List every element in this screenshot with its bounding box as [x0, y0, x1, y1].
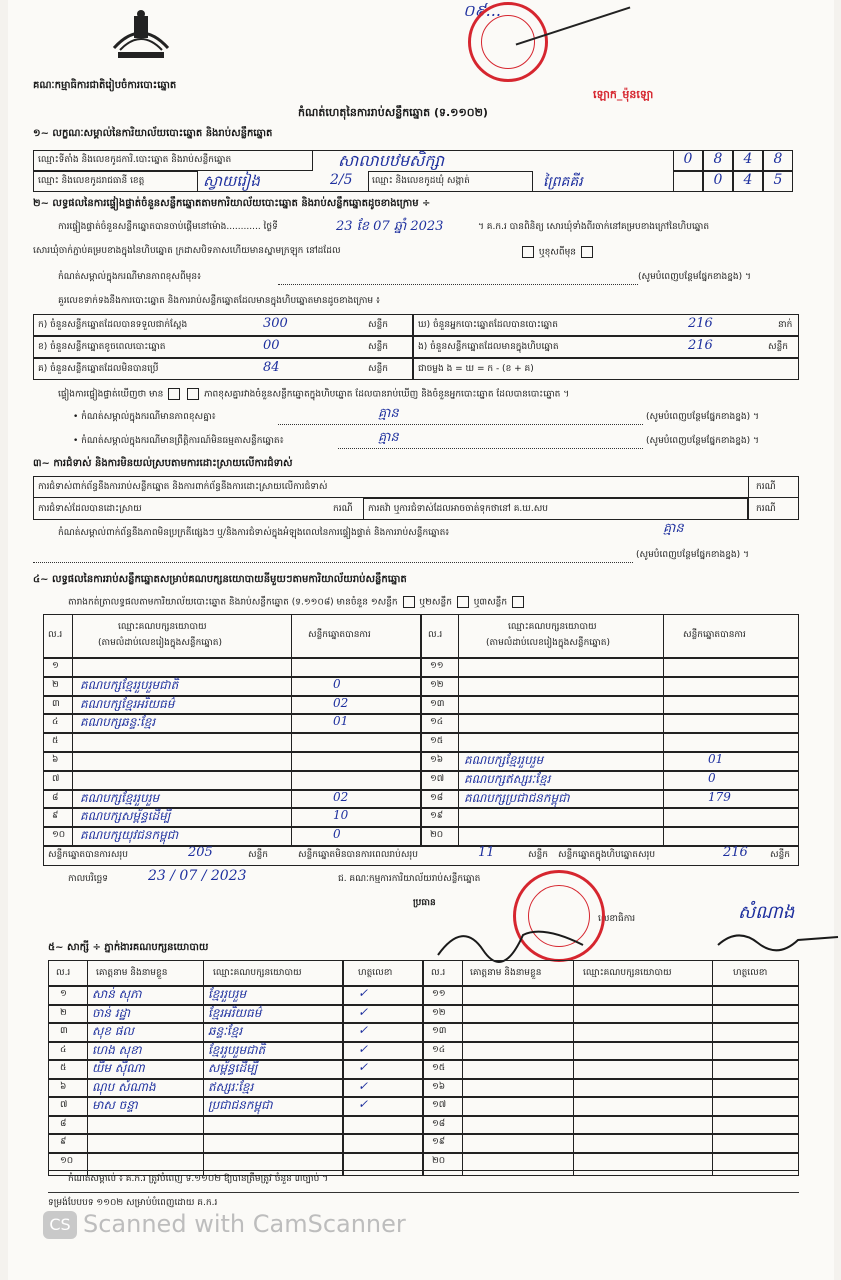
col-signature: ហត្ថលេខា — [358, 968, 393, 978]
row-number: ៧ — [60, 1100, 68, 1110]
col-party: ឈ្មោះគណបក្សនយោបាយ — [213, 968, 302, 978]
table-row — [423, 1023, 799, 1042]
row-number: ២០ — [432, 1155, 446, 1166]
table-row — [43, 733, 421, 752]
row-number: ៨ — [60, 1118, 67, 1129]
row-number: ១៣ — [430, 698, 445, 709]
camscanner-watermark — [43, 1210, 463, 1250]
witness-note: កំណត់សម្គាល់ ៖ គ.ក.រ ត្រូវបំពេញ ទ.១១០២ ឱ្យបានត្រឹមត្រូវ ចំនួន ៣ច្បាប់ ។ — [68, 1174, 329, 1184]
count-value-e: 216 — [688, 338, 713, 353]
table-row — [421, 733, 799, 752]
table-row — [423, 986, 799, 1005]
table-row — [421, 827, 799, 846]
party-name: គណបក្សឆន្ទៈខ្មែរ — [80, 715, 156, 730]
party-name: គណបក្សខ្មែររួបរួមជាតិ — [80, 677, 179, 692]
table-row — [421, 808, 799, 827]
count-unit: សន្លឹក — [368, 364, 388, 374]
party-name: គណបក្សខ្មែររួបរួម — [80, 790, 160, 805]
col-signature: ហត្ថលេខា — [733, 968, 768, 978]
table-row — [48, 1153, 423, 1172]
unit: សន្លឹក — [248, 850, 268, 860]
col-party: ឈ្មោះគណបក្សនយោបាយ — [118, 622, 207, 632]
party-name: គណបក្សខ្មែររួបរួម — [464, 753, 544, 767]
total-invalid-value: 11 — [478, 845, 495, 860]
unchanged-checkbox[interactable] — [522, 246, 534, 258]
form-footer-note: ទម្រង់បែបបទ ១១០២ សម្រាប់បំពេញដោយ គ.ក.រ — [48, 1198, 218, 1208]
code-digit: 0 — [673, 150, 703, 171]
witness-signature: ✓ — [358, 986, 369, 1000]
chair-label: ប្រធាន — [413, 898, 436, 908]
total-box-value: 216 — [723, 845, 748, 860]
watermark-text: Scanned with CamScanner — [83, 1210, 406, 1238]
table-row — [43, 658, 421, 677]
province-value: ស្វាយរៀង — [203, 172, 260, 190]
fill-back-hint: (សូមបំពេញបន្ថែមផ្នែកខាងខ្នង) ។ — [646, 412, 759, 422]
fill-back-hint: (សូមបំពេញបន្ថែមផ្នែកខាងខ្នង) ។ — [646, 436, 759, 446]
party-name: គណបក្សឥស្សរៈខ្មែរ — [464, 771, 551, 786]
irregularity-label: កំណត់សម្គាល់ពាក់ព័ន្ធនឹងភាពមិនប្រក្រតីផ្សេងៗ ឬ/និងការជំទាស់ក្នុងអំឡុងពេលនៃការផ្ទៀងផ្ទាត់ និងការរាប់សន្លឹកឆ្នោត៖ — [58, 528, 450, 538]
witness-signature: ✓ — [358, 1097, 369, 1111]
col-votes: សន្លឹកឆ្នោតបានការ — [308, 630, 371, 640]
row-number: ២ — [60, 1007, 67, 1018]
party-votes: 0 — [708, 770, 716, 785]
party-votes: 02 — [333, 789, 349, 804]
row-number: ១៦ — [430, 755, 444, 765]
table-row — [421, 658, 799, 677]
unit: សន្លឹក — [528, 850, 548, 860]
row-number: ៧ — [52, 773, 60, 784]
row-number: ៨ — [52, 792, 59, 803]
verify-line1: ការផ្ទៀងផ្ទាត់ចំនួនសន្លឹកឆ្នោតបានចាប់ផ្តើមនៅម៉ោង............ ថ្ងៃទី — [58, 222, 278, 232]
table-row — [423, 1116, 799, 1135]
total-valid-label: សន្លឹកឆ្នោតបានការសរុប — [48, 850, 128, 860]
row-number: ១៥ — [430, 736, 444, 747]
code-digit — [673, 171, 703, 192]
witness-party: ប្រជាជនកម្ពុជា — [208, 1098, 273, 1112]
col-party-sub: (តាមលំដាប់លេខរៀងក្នុងសន្លឹកឆ្នោត) — [98, 638, 222, 648]
row-number: ១៨ — [432, 1118, 446, 1129]
row-number: ១២ — [430, 679, 444, 690]
row-number: ៥ — [60, 1063, 67, 1073]
diff-note-label: កំណត់សម្គាល់ក្នុងករណីមានភាពខុសពីមុន៖ — [58, 272, 202, 282]
diff-no-checkbox[interactable] — [187, 388, 199, 400]
table-row — [43, 771, 421, 790]
row-number: ១០ — [52, 830, 66, 841]
col-party-sub: (តាមលំដាប់លេខរៀងក្នុងសន្លឹកឆ្នោត) — [486, 638, 610, 648]
witness-signature: ✓ — [358, 1023, 369, 1037]
row-number: ១៩ — [432, 1137, 446, 1147]
section5-heading: ៥~ សាក្សី ÷ ភ្នាក់ងារគណបក្សនយោបាយ — [48, 942, 209, 953]
row-number: ៣ — [52, 698, 60, 709]
party-votes: 01 — [333, 714, 349, 729]
code-digit: 4 — [733, 150, 763, 171]
count-value-c: 84 — [263, 360, 280, 375]
province-label: ឈ្មោះ និងលេខកូដរាជធានី ខេត្ត — [38, 176, 145, 186]
row-number: ១ — [60, 989, 67, 999]
section3-heading: ៣~ ការជំទាស់ និងការមិនយល់ស្របតាមការដោះស្រាយលើការជំទាស់ — [33, 458, 293, 469]
table-row — [423, 1042, 799, 1061]
unit: សន្លឹក — [770, 850, 790, 860]
count-value-b: 00 — [263, 338, 280, 353]
col-no: ល.រ — [431, 968, 446, 978]
form-page: គណៈកម្មាធិការជាតិរៀបចំការបោះឆ្នោត កំណត់ហេតុនៃការរាប់សន្លឹកឆ្នោត (ទ.១១០២) ០៩... ឡោក_ម៉ុនឡោ ១~ លក្ខណៈសម្គាល់នៃការិយាល័យបោះឆ្នោត និងរាប់សន្លឹកឆ្នោត ឈ្មោះទីតាំង និងលេខកូដការិ.បោះឆ្នោត និងរាប់សន្លឹកឆ្នោត សាលាបឋមសិក្សា ឈ្មោះ និងលេខកូដរាជធានី ខេត្ត ស្វាយរៀង 2/5 ឈ្មោះ និងលេខកូដឃុំ សង្កាត់ ព្រៃគគីរ 0 8 4 8 0 4 5 ២~ លទ្ធផលនៃការផ្ទៀងផ្ទាត់ចំនួនសន្លឹកឆ្នោតតាមការិយាល័យបោះឆ្នោត និងរាប់សន្លឹកឆ្នោតដូចខាងក្រោម ÷ ការផ្ទៀងផ្ទាត់ចំនួនសន្លឹកឆ្នោតបានចាប់ផ្តើមនៅម៉ោង............ ថ្ងៃទី 23 ខែ 07 ឆ្នាំ 2023 ។ គ.ក.រ បានពិនិត្យ សោរឃុំទាំងពីរចាក់នៅគម្របខាងក្រៅនៃហិបឆ្នោត សោរឃុំចាក់ភ្ជាប់គម្របខាងក្នុងនៃហិបឆ្នោត ក្រដាសបិទភាសហើយមានស្នាមក្រឡុក នៅដដែល ឬខុសពីមុន កំណត់សម្គាល់ក្នុងករណីមានភាពខុសពីមុន៖ (សូមបំពេញបន្ថែមផ្នែកខាងខ្នង) ។ គួរលេខទាក់ទងនឹងការបោះឆ្នោត និងការរាប់សន្លឹកឆ្នោតដែលមានក្នុងហិបឆ្នោតមានដូចខាងក្រោម ៖ ក) ចំនួនសន្លឹកឆ្នោតដែលបានទទួលជាក់ស្តែង 300 សន្លឹក ឃ) ចំនួនអ្នកបោះឆ្នោតដែលបានបោះឆ្នោត 216 នាក់ ខ) ចំនួនសន្លឹកឆ្នោតខូចពេលបោះឆ្នោត 00 សន្លឹក ង) ចំនួនសន្លឹកឆ្នោតដែលមានក្នុងហិបឆ្នោត 216 សន្លឹក គ) ចំនួនសន្លឹកឆ្នោតដែលមិនបានប្រើ 84 សន្លឹក ជាចម្លង ង = ឃ = ក - (ខ + គ) ផ្ទៀងការផ្ទៀងផ្ទាត់ឃើញថា មាន ភាពខុសគ្នារវាងចំនួនសន្លឹកឆ្នោតក្នុងហិបឆ្នោត ដែលបានរាប់ឃើញ និងចំនួនអ្នកបោះឆ្នោត ដែលបានបោះឆ្នោត ។ • កំណត់សម្គាល់ក្នុងករណីមានភាពខុសគ្នា៖ គ្មាន (សូមបំពេញបន្ថែមផ្នែកខាងខ្នង) ។ • កំណត់សម្គាល់ក្នុងករណីមានព្រឹត្តិការណ៍មិនធម្មតាសន្លឹកឆ្នោត៖ គ្មាន (សូមបំពេញបន្ថែមផ្នែកខាងខ្នង) ។ ៣~ ការជំទាស់ និងការមិនយល់ស្របតាមការដោះស្រាយលើការជំទាស់ ការជំទាស់ពាក់ព័ន្ធនឹងការរាប់សន្លឹកឆ្នោត និងការពាក់ព័ន្ធនឹងការដោះស្រាយលើការជំទាស់ ករណី ការជំទាស់ដែលបានដោះស្រាយ ករណី ការតវ៉ា ឬការជំទាស់ដែលអាចចាត់ទុកថានៅ គ.ឃ.សប ករណី កំណត់សម្គាល់ពាក់ព័ន្ធនឹងភាពមិនប្រក្រតីផ្សេងៗ ឬ/និងការជំទាស់ក្នុងអំឡុងពេលនៃការផ្ទៀងផ្ទាត់ និងការរាប់សន្លឹកឆ្នោត៖ គ្មាន (សូមបំពេញបន្ថែមផ្នែកខាងខ្នង) ។ ៤~ លទ្ធផលនៃការរាប់សន្លឹកឆ្នោតសម្រាប់គណបក្សនយោបាយនីមួយៗតាមការិយាល័យរាប់សន្លឹកឆ្នោត តារាងកត់ត្រាលទ្ធផលតាមការិយាល័យបោះឆ្នោត និងរាប់សន្លឹកឆ្នោត (ទ.១១០៨) មានចំនួន ១សន្លឹក ឬ២សន្លឹក ឬ៣សន្លឹក ល.រ ឈ្មោះគណបក្សនយោបាយ (តាមលំដាប់លេខរៀងក្នុងសន្លឹកឆ្នោត) សន្លឹកឆ្នោតបានការ ល.រ ឈ្មោះគណបក្សនយោបាយ (តាមលំដាប់លេខរៀងក្នុងសន្លឹកឆ្នោត) សន្លឹកឆ្នោតបានការ ១ ២ គណបក្សខ្មែររួបរួមជាតិ 0 ៣ គណបក្សខ្មែរអរិយធម៌ 02 ៤ គណបក្សឆន្ទៈខ្មែរ 01 ៥ ៦ ៧ ៨ គណបក្សខ្មែររួបរួម 02 ៩ គណបក្សសម្ព័ន្ធដើម្បី 10 ១០ គណបក្សយុវជនកម្ពុជា 0 ១១ ១២ ១៣ ១៤ ១៥ ១៦ គណបក្សខ្មែររួបរួម 01 ១៧ គណបក្សឥស្សរៈខ្មែរ 0 ១៨ គណបក្សប្រជាជនកម្ពុជា 179 ១៩ ២០ សន្លឹកឆ្នោតបានការសរុប 205 សន្លឹក សន្លឹកឆ្នោតមិនបានការពេលរាប់សរុប 11 សន្លឹក សន្លឹកឆ្នោតក្នុងហិបឆ្នោតសរុប 216 សន្លឹក កាលបរិច្ឆេទ 23 / 07 / 2023 ជ. គណៈកម្មការការិយាល័យរាប់សន្លឹកឆ្នោត ប្រធាន លេខាធិការ សំណាង ៥~ សាក្សី ÷ ភ្នាក់ងារគណបក្សនយោបាយ ល.រ គោត្តនាម និងនាមខ្លួន ឈ្មោះគណបក្សនយោបាយ ហត្ថលេខា ល.រ គោត្តនាម និងនាមខ្លួន ឈ្មោះគណបក្សនយោបាយ ហត្ថលេខា ១ សាន់ សុភា ខ្មែររួបរួម ✓ ២ ចាន់ រដ្ឋា ខ្មែរអរិយធម៌ ✓ ៣ សុខ ផល ឆន្ទៈខ្មែរ ✓ ៤ ហេង សុខា ខ្មែររួបរួមជាតិ ✓ ៥ យឹម ស៊ីណា សម្ព័ន្ធដើម្បី ✓ ៦ ណុប សំណាង ឥស្សរៈខ្មែរ ✓ ៧ មាស ចន្ទា ប្រជាជនកម្ពុជា ✓ ៨ ៩ ១០ ១១ ១២ ១៣ ១៤ ១៥ ១៦ ១៧ ១៨ ១៩ ២០ កំណត់សម្គាល់ ៖ គ.ក.រ ត្រូវបំពេញ ទ.១១០២ ឱ្យបានត្រឹមត្រូវ ចំនួន ៣ច្បាប់ ។ ទម្រង់បែបបទ ១១០២ សម្រាប់បំពេញដោយ គ.ក.រ CS Scanned with CamScanner — [8, 0, 834, 1280]
table-row — [423, 1005, 799, 1024]
row-number: ៤ — [60, 1044, 67, 1055]
three-sheet-checkbox[interactable] — [512, 596, 524, 608]
count-label-d: ឃ) ចំនួនអ្នកបោះឆ្នោតដែលបានបោះឆ្នោត — [418, 320, 558, 330]
count-unit: សន្លឹក — [368, 320, 388, 330]
code-digit: 5 — [763, 171, 793, 192]
org-name: គណៈកម្មាធិការជាតិរៀបចំការបោះឆ្នោត — [33, 80, 177, 91]
nec-emblem-icon — [106, 8, 176, 64]
witness-signature: ✓ — [358, 1078, 369, 1093]
count-unit: នាក់ — [778, 320, 793, 330]
count-label-e: ង) ចំនួនសន្លឹកឆ្នោតដែលមានក្នុងហិបឆ្នោត — [418, 342, 559, 352]
case-unit: ករណី — [333, 504, 353, 514]
case-unit: ករណី — [756, 504, 776, 514]
col-name: គោត្តនាម និងនាមខ្លួន — [96, 968, 168, 978]
table-row — [423, 1097, 799, 1116]
row-number: ១០ — [60, 1155, 74, 1166]
total-invalid-label: សន្លឹកឆ្នោតមិនបានការពេលរាប់សរុប — [298, 850, 418, 860]
counts-intro: គួរលេខទាក់ទងនឹងការបោះឆ្នោត និងការរាប់សន្លឹកឆ្នោតដែលមានក្នុងហិបឆ្នោតមានដូចខាងក្រោម ៖ — [58, 296, 380, 306]
col-no: ល.រ — [56, 968, 71, 978]
fill-back-hint: (សូមបំពេញបន្ថែមផ្នែកខាងខ្នង) ។ — [638, 272, 751, 282]
row-number: ១៦ — [432, 1081, 446, 1092]
changed-checkbox[interactable] — [581, 246, 593, 258]
table-row — [423, 1134, 799, 1153]
bullet2-label: • កំណត់សម្គាល់ក្នុងករណីមានព្រឹត្តិការណ៍មិនធម្មតាសន្លឹកឆ្នោត៖ — [73, 436, 284, 446]
witness-name: សាន់ សុភា — [92, 987, 142, 1001]
row-number: ១៧ — [432, 1100, 447, 1110]
row-number: ៣ — [60, 1026, 68, 1036]
changed-label: ឬខុសពីមុន — [538, 247, 577, 258]
code-digit: 4 — [733, 171, 763, 192]
table-row — [421, 696, 799, 715]
sheets-label: តារាងកត់ត្រាលទ្ធផលតាមការិយាល័យបោះឆ្នោត និងរាប់សន្លឹកឆ្នោត (ទ.១១០៨) មានចំនួន ១សន្លឹក — [68, 597, 398, 608]
row-number: ១១ — [432, 989, 446, 999]
witness-party: ខ្មែរអរិយធម៌ — [208, 1005, 262, 1020]
row-number: ១៤ — [430, 717, 444, 728]
total-valid-value: 205 — [188, 845, 213, 860]
handwritten-top: ០៩... — [463, 1, 501, 20]
witness-party: ខ្មែររួបរួម — [208, 987, 247, 1001]
row-number: ១៣ — [432, 1026, 447, 1036]
date-label: កាលបរិច្ឆេទ — [68, 874, 108, 884]
objection-row2: ការជំទាស់ដែលបានដោះស្រាយ — [38, 504, 142, 514]
province-code: 2/5 — [330, 172, 353, 188]
irregularity-value: គ្មាន — [663, 521, 684, 536]
verify-line2: សោរឃុំចាក់ភ្ជាប់គម្របខាងក្នុងនៃហិបឆ្នោត ក្រដាសបិទភាសហើយមានស្នាមក្រឡុក នៅដដែល — [33, 246, 341, 256]
section2-heading: ២~ លទ្ធផលនៃការផ្ទៀងផ្ទាត់ចំនួនសន្លឹកឆ្នោតតាមការិយាល័យបោះឆ្នោត និងរាប់សន្លឹកឆ្នោតដូចខាងក្រោម ÷ — [33, 198, 431, 209]
verify-line1-tail: ។ គ.ក.រ បានពិនិត្យ សោរឃុំទាំងពីរចាក់នៅគម្របខាងក្រៅនៃហិបឆ្នោត — [478, 222, 710, 232]
section1-heading: ១~ លក្ខណៈសម្គាល់នៃការិយាល័យបោះឆ្នោត និងរាប់សន្លឹកឆ្នោត — [33, 128, 273, 139]
row-number: ៦ — [52, 755, 59, 765]
table-row — [421, 714, 799, 733]
stamp-note: ឡោក_ម៉ុនឡោ — [593, 88, 654, 101]
code-digit: 0 — [703, 171, 733, 192]
party-votes: 01 — [708, 752, 724, 766]
total-box-label: សន្លឹកឆ្នោតក្នុងហិបឆ្នោតសរុប — [558, 850, 656, 860]
verify-date: 23 ខែ 07 ឆ្នាំ 2023 — [336, 219, 444, 234]
commune-value: ព្រៃគគីរ — [543, 174, 583, 190]
date-value: 23 / 07 / 2023 — [148, 868, 247, 884]
row-number: ៩ — [60, 1137, 67, 1147]
row-number: ១ — [52, 661, 59, 671]
row-number: ១៥ — [432, 1063, 446, 1073]
two-sheet-checkbox[interactable] — [457, 596, 469, 608]
code-digit: 8 — [703, 150, 733, 171]
table-row — [423, 1079, 799, 1098]
witness-party: សម្ព័ន្ធដើម្បី — [208, 1061, 258, 1075]
party-votes: 179 — [708, 789, 731, 804]
count-value-a: 300 — [263, 316, 288, 331]
row-number: ១៩ — [430, 811, 444, 822]
table-row — [43, 752, 421, 771]
secretary-signature: សំណាង — [738, 902, 795, 923]
party-votes: 10 — [333, 808, 349, 823]
party-votes: 02 — [333, 695, 349, 710]
row-number: ៩ — [52, 811, 59, 822]
check-line-label: ផ្ទៀងការផ្ទៀងផ្ទាត់ឃើញថា មាន — [58, 389, 164, 400]
table-row — [48, 1116, 423, 1135]
row-number: ១១ — [430, 661, 444, 671]
code-digit: 8 — [763, 150, 793, 171]
witness-name: ហេង សុខា — [92, 1042, 142, 1057]
bullet2-value: គ្មាន — [378, 430, 399, 445]
table-row — [48, 1134, 423, 1153]
party-name: គណបក្សប្រជាជនកម្ពុជា — [464, 790, 570, 805]
one-sheet-checkbox[interactable] — [403, 596, 415, 608]
secretary-label: លេខាធិការ — [598, 914, 636, 924]
committee-label: ជ. គណៈកម្មការការិយាល័យរាប់សន្លឹកឆ្នោត — [338, 874, 481, 884]
witness-party: ឥស្សរៈខ្មែរ — [208, 1079, 254, 1094]
location-label: ឈ្មោះទីតាំង និងលេខកូដការិ.បោះឆ្នោត និងរាប់សន្លឹកឆ្នោត — [38, 155, 232, 165]
row-number: ៤ — [52, 717, 59, 728]
count-value-d: 216 — [688, 316, 713, 331]
bullet1-value: គ្មាន — [378, 406, 399, 421]
row-number: ១៧ — [430, 773, 445, 784]
commune-label: ឈ្មោះ និងលេខកូដឃុំ សង្កាត់ — [372, 176, 470, 186]
objection-row1: ការជំទាស់ពាក់ព័ន្ធនឹងការរាប់សន្លឹកឆ្នោត និងការពាក់ព័ន្ធនឹងការដោះស្រាយលើការជំទាស់ — [38, 482, 328, 492]
check-line-tail: ភាពខុសគ្នារវាងចំនួនសន្លឹកឆ្នោតក្នុងហិបឆ្នោត ដែលបានរាប់ឃើញ និងចំនួនអ្នកបោះឆ្នោត ដែលបានបោះឆ្នោត ។ — [203, 389, 570, 400]
witness-name: យឹម ស៊ីណា — [92, 1061, 145, 1075]
col-name: គោត្តនាម និងនាមខ្លួន — [470, 968, 542, 978]
witness-signature: ✓ — [358, 1004, 369, 1019]
count-formula: ជាចម្លង ង = ឃ = ក - (ខ + គ) — [418, 364, 534, 374]
section4-heading: ៤~ លទ្ធផលនៃការរាប់សន្លឹកឆ្នោតសម្រាប់គណបក្សនយោបាយនីមួយៗតាមការិយាល័យរាប់សន្លឹកឆ្នោត — [33, 574, 407, 585]
table-row — [421, 677, 799, 696]
chair-signature-icon — [433, 915, 593, 965]
table-row — [423, 1060, 799, 1079]
witness-signature: ✓ — [358, 1060, 369, 1074]
official-seal-stamp-top — [468, 2, 548, 82]
diff-yes-checkbox[interactable] — [168, 388, 180, 400]
witness-name: ចាន់ រដ្ឋា — [92, 1005, 131, 1020]
witness-party: ខ្មែររួបរួមជាតិ — [208, 1042, 266, 1057]
table-row — [423, 1153, 799, 1172]
row-number: ២ — [52, 679, 59, 690]
case-unit: ករណី — [756, 482, 776, 492]
party-votes: 0 — [333, 827, 341, 842]
row-number: ១៤ — [432, 1044, 446, 1055]
col-party: ឈ្មោះគណបក្សនយោបាយ — [583, 968, 672, 978]
camscanner-logo-icon: CS — [43, 1211, 77, 1239]
objection-row2b: ការតវ៉ា ឬការជំទាស់ដែលអាចចាត់ទុកថានៅ គ.ឃ.សប — [368, 504, 548, 514]
row-number: ៦ — [60, 1081, 67, 1092]
row-number: ១២ — [432, 1007, 446, 1018]
row-number: ៥ — [52, 736, 59, 747]
count-unit: សន្លឹក — [768, 342, 788, 352]
party-votes: 0 — [333, 676, 341, 691]
col-no: ល.រ — [48, 630, 63, 640]
party-name: គណបក្សសម្ព័ន្ធដើម្បី — [80, 809, 171, 824]
col-votes: សន្លឹកឆ្នោតបានការ — [683, 630, 746, 640]
party-name: គណបក្សយុវជនកម្ពុជា — [80, 828, 179, 843]
form-title: កំណត់ហេតុនៃការរាប់សន្លឹកឆ្នោត (ទ.១១០២) — [298, 106, 488, 119]
witness-signature: ✓ — [358, 1041, 369, 1056]
row-number: ២០ — [430, 830, 444, 841]
col-party: ឈ្មោះគណបក្សនយោបាយ — [508, 622, 597, 632]
party-name: គណបក្សខ្មែរអរិយធម៌ — [80, 696, 175, 711]
location-value: សាលាបឋមសិក្សា — [338, 151, 445, 170]
bullet1-label: • កំណត់សម្គាល់ក្នុងករណីមានភាពខុសគ្នា៖ — [73, 412, 216, 422]
col-no: ល.រ — [428, 630, 443, 640]
count-unit: សន្លឹក — [368, 342, 388, 352]
witness-name: ណុប សំណាង — [92, 1079, 156, 1094]
count-label-b: ខ) ចំនួនសន្លឹកឆ្នោតខូចពេលបោះឆ្នោត — [38, 342, 166, 352]
secretary-signature-icon — [713, 925, 841, 955]
witness-party: ឆន្ទៈខ្មែរ — [208, 1024, 243, 1038]
witness-name: មាស ចន្ទា — [92, 1098, 138, 1112]
fill-back-hint: (សូមបំពេញបន្ថែមផ្នែកខាងខ្នង) ។ — [636, 550, 749, 560]
count-label-c: គ) ចំនួនសន្លឹកឆ្នោតដែលមិនបានប្រើ — [38, 364, 159, 374]
count-label-a: ក) ចំនួនសន្លឹកឆ្នោតដែលបានទទួលជាក់ស្តែង — [38, 320, 188, 330]
row-number: ១៨ — [430, 792, 444, 803]
witness-name: សុខ ផល — [92, 1024, 134, 1038]
